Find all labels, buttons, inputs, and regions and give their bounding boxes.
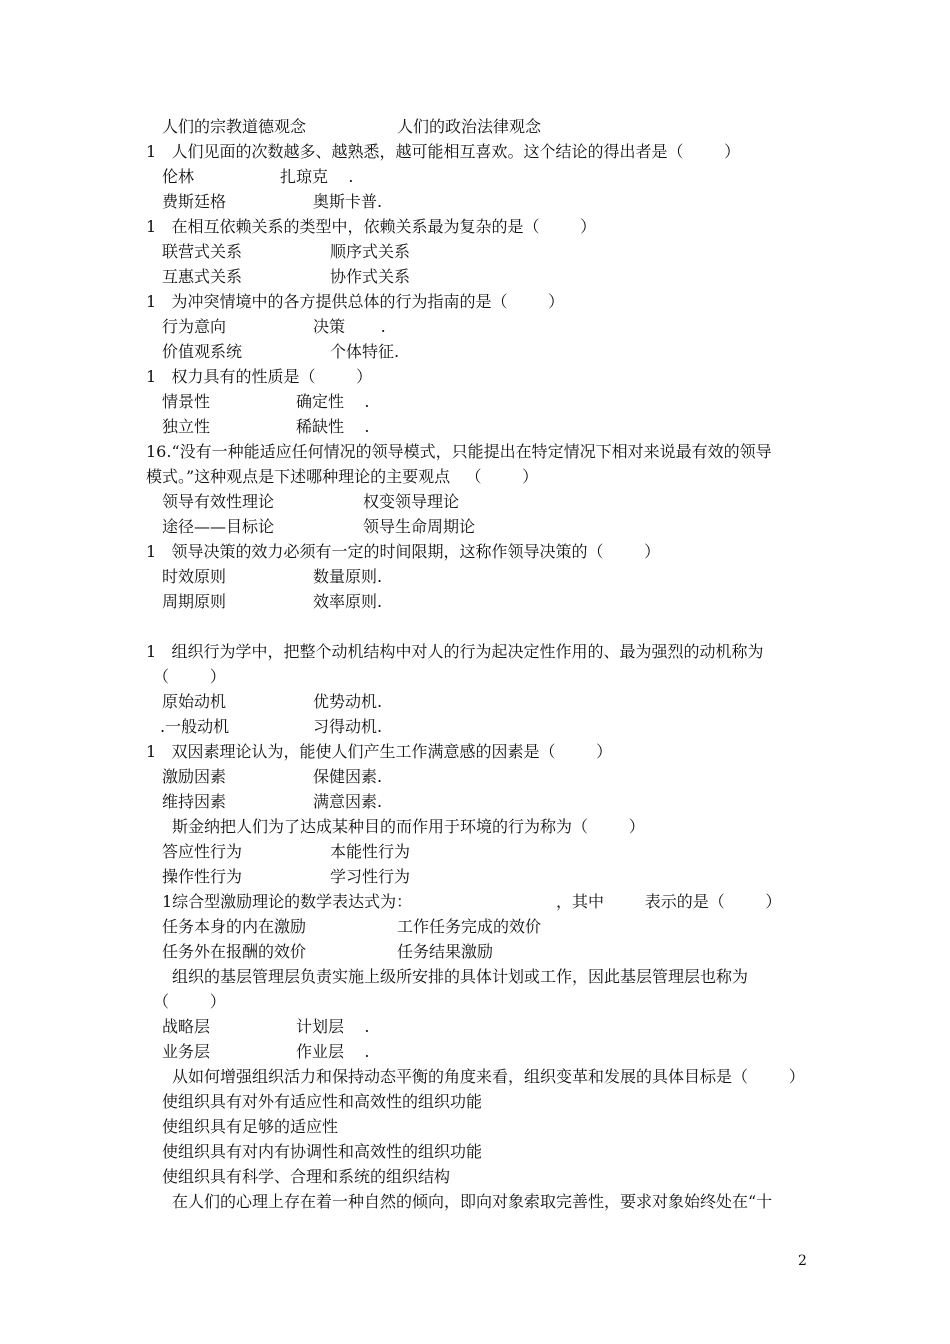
option-line: 计划层 . <box>296 1017 370 1036</box>
text-line: 人们的宗教道德观念 <box>162 117 307 136</box>
option-line: 联营式关系 <box>162 242 243 261</box>
option-line: 操作性行为 <box>162 867 243 886</box>
question-line: 1综合型激励理论的数学表达式为： <box>162 892 413 911</box>
option-line: 独立性 <box>162 417 211 436</box>
option-line: 原始动机 <box>162 692 227 711</box>
option-line: 周期原则 <box>162 592 227 611</box>
option-line: 数量原则. <box>313 567 383 586</box>
option-line: 使组织具有对外有适应性和高效性的组织功能 <box>162 1092 483 1111</box>
option-line: 个体特征. <box>330 342 400 361</box>
option-line: 时效原则 <box>162 567 227 586</box>
option-line: 满意因素. <box>313 792 383 811</box>
option-line: 工作任务完成的效价 <box>397 917 542 936</box>
question-line: 组织的基层管理层负责实施上级所安排的具体计划或工作，因此基层管理层也称为 <box>172 967 749 986</box>
option-line: 业务层 <box>162 1042 211 1061</box>
page-number: 2 <box>798 1253 807 1269</box>
option-line: 使组织具有足够的适应性 <box>162 1117 339 1136</box>
question-line: 1 在相互依赖关系的类型中，依赖关系最为复杂的是（ ） <box>146 217 597 236</box>
question-line: 模式。”这种观点是下述哪种理论的主要观点 （ ） <box>146 467 539 486</box>
question-line: 16.“没有一种能适应任何情况的领导模式，只能提出在特定情况下相对来说最有效的领导 <box>146 442 772 461</box>
text-line: 人们的政治法律观念 <box>397 117 542 136</box>
option-line: 顺序式关系 <box>330 242 411 261</box>
question-line: 1 双因素理论认为，能使人们产生工作满意感的因素是（ ） <box>146 742 613 761</box>
option-line: 优势动机. <box>313 692 383 711</box>
question-line: 1 领导决策的效力必须有一定的时间限期，这称作领导决策的（ ） <box>146 542 661 561</box>
option-line: 途径——目标论 <box>162 517 275 536</box>
option-line: 权变领导理论 <box>363 492 460 511</box>
option-line: 答应性行为 <box>162 842 243 861</box>
question-line: （ ） <box>153 667 226 686</box>
option-line: 互惠式关系 <box>162 267 243 286</box>
option-line: 扎琼克 . <box>280 167 354 186</box>
option-line: 使组织具有对内有协调性和高效性的组织功能 <box>162 1142 483 1161</box>
option-line: 领导有效性理论 <box>162 492 275 511</box>
option-line: 使组织具有科学、合理和系统的组织结构 <box>162 1167 451 1186</box>
question-line: 1 组织行为学中，把整个动机结构中对人的行为起决定性作用的、最为强烈的动机称为 <box>146 642 764 661</box>
question-line: 1 人们见面的次数越多、越熟悉，越可能相互喜欢。这个结论的得出者是（ ） <box>146 142 741 161</box>
question-line: 在人们的心理上存在着一种自然的倾向，即向对象索取完善性，要求对象始终处在“十 <box>172 1192 773 1211</box>
option-line: 任务外在报酬的效价 <box>162 942 307 961</box>
option-line: 伦林 <box>162 167 195 186</box>
option-line: 作业层 . <box>296 1042 370 1061</box>
option-line: 决策 . <box>313 317 386 336</box>
question-line: 从如何增强组织活力和保持动态平衡的角度来看，组织变革和发展的具体目标是（ ） <box>172 1067 805 1086</box>
option-line: .一般动机 <box>160 717 230 736</box>
option-line: 领导生命周期论 <box>363 517 476 536</box>
option-line: 费斯廷格 <box>162 192 227 211</box>
option-line: 确定性 . <box>296 392 370 411</box>
question-line: 1 权力具有的性质是（ ） <box>146 367 373 386</box>
option-line: 保健因素. <box>313 767 383 786</box>
option-line: 价值观系统 <box>162 342 243 361</box>
option-line: 习得动机. <box>313 717 383 736</box>
option-line: 行为意向 <box>162 317 227 336</box>
question-line: 斯金纳把人们为了达成某种目的而作用于环境的行为称为（ ） <box>172 817 645 836</box>
option-line: 学习性行为 <box>330 867 411 886</box>
option-line: 效率原则. <box>313 592 383 611</box>
question-line: （ ） <box>153 992 226 1011</box>
option-line: 激励因素 <box>162 767 227 786</box>
option-line: 奥斯卡普. <box>313 192 383 211</box>
question-line: 1 为冲突情境中的各方提供总体的行为指南的是（ ） <box>146 292 565 311</box>
option-line: 稀缺性 . <box>296 417 370 436</box>
option-line: 任务结果激励 <box>397 942 494 961</box>
option-line: 维持因素 <box>162 792 227 811</box>
option-line: 情景性 <box>162 392 211 411</box>
option-line: 任务本身的内在激励 <box>162 917 307 936</box>
question-line: ，其中 表示的是（ ） <box>556 892 782 911</box>
option-line: 协作式关系 <box>330 267 411 286</box>
option-line: 本能性行为 <box>330 842 411 861</box>
option-line: 战略层 <box>162 1017 211 1036</box>
